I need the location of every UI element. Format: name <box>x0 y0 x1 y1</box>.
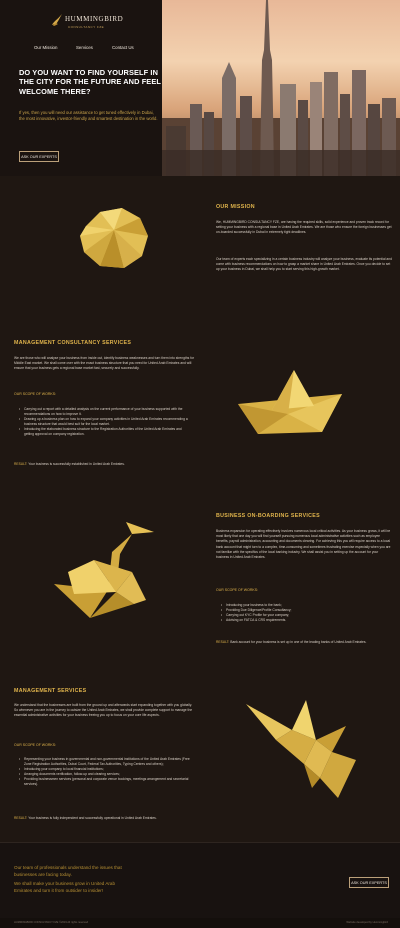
footer <box>0 918 400 928</box>
management-services-scope-list <box>18 757 190 788</box>
nav-item-our-mission[interactable]: Our Mission <box>34 45 58 50</box>
result-text: Your business is fully independent and successfully operational in United Arab Emirates. <box>28 816 157 820</box>
brand-name: HUMMINGBIRD <box>65 15 124 23</box>
brand-tagline: CONSULTANCY FZE <box>68 25 105 29</box>
mission-paragraph-1: We, HUMMINGBIRD CONSULTANCY FZE, are having the required skills, solid experience and proven track record for setting your business with a regional base in United Arab Emirates. We are those who ensure the foreign businesses get on-boarded successfully in Dubai in extremely tight deadlines. <box>216 220 392 235</box>
list-item: • Carrying out a report with a detailed analysis on the current performance of your business supported with the recommendations on how to improve it. <box>24 407 190 417</box>
onboarding-scope-label: OUR SCOPE OF WORKS: <box>216 588 259 592</box>
main-content <box>0 176 400 842</box>
list-item: • Providing businessmen services (personal and corporate venue bookings, meetings arrangement and secretarial services). <box>24 777 190 787</box>
management-services-result <box>14 816 157 820</box>
onboarding-title: BUSINESS ON-BOARDING SERVICES <box>216 513 320 519</box>
nav-item-contact-us[interactable]: Contact Us <box>112 45 134 50</box>
result-text: Your business is successfully established in United Arab Emirates. <box>28 462 125 466</box>
skyline-illustration <box>162 0 400 176</box>
footer-credit[interactable]: Website developed by Hummingbird <box>346 921 388 924</box>
ask-our-experts-button[interactable]: ASK OUR EXPERTS <box>349 877 389 888</box>
result-label: RESULT: <box>14 816 28 820</box>
onboarding-intro: Business expansion for operating effectively involves numerous local critical activities. As your business grows, it will be most likely that one day you will find yourself pursuing numerous local administrative activities such as employee benefits, payroll administration, accounting and documents clearing. For achieving this you will require access to a local bank account that might turn to a complex, time-consuming and sometimes frustrating exercise especially when you are not familiar with the specifics of the local banking industry. We shall assist you in setting up the account for your business in United Arab Emirates. <box>216 529 391 560</box>
ask-our-experts-button[interactable]: ASK OUR EXPERTS <box>19 151 59 162</box>
result-label: RESULT: <box>216 640 230 644</box>
mission-title: OUR MISSION <box>216 204 255 210</box>
management-services-title: MANAGEMENT SERVICES <box>14 688 87 694</box>
management-services-scope-label: OUR SCOPE OF WORKS: <box>14 743 57 747</box>
dubai-skyline-image <box>162 0 400 176</box>
hero-title: DO YOU WANT TO FIND YOURSELF IN THE CITY FOR THE FUTURE AND FEEL WELCOME THERE? <box>19 68 161 96</box>
paper-boat-image <box>238 370 342 442</box>
management-consultancy-result <box>14 462 125 466</box>
result-text: Bank account for your business is set up in one of the leading banks of United Arab Emirates. <box>230 640 367 644</box>
management-consultancy-scope-list <box>18 407 190 438</box>
nav-item-services[interactable]: Services <box>76 45 93 50</box>
cta-section <box>0 842 400 918</box>
management-consultancy-title: MANAGEMENT CONSULTANCY SERVICES <box>14 340 132 346</box>
management-services-intro: We understand that the businesses are built from the ground up and afterwards start expanding together with you globally. So whenever you are in the journey to outsize the United Arab Emirates, we shall provide complete support to manage the essential administrative activities for your business freeing you up to focus on your core life aspects. <box>14 703 193 718</box>
list-item: • Introducing your company to local financial institutions; <box>24 767 190 772</box>
list-item: • Introducing the elaborated business structure to the Registration Authorities of the United Arab Emirates and getting approval on company registration. <box>24 427 190 437</box>
origami-bird-image <box>246 700 358 800</box>
logo[interactable] <box>50 12 124 34</box>
list-item: • Advising on FATCA & CRS requirements. <box>226 618 388 623</box>
result-label: RESULT: <box>14 462 28 466</box>
list-item: • Drawing up a business plan on how to expand your company activities in United Arab Emirates recommending a business structure that would best suit for the local market. <box>24 417 190 427</box>
list-item: • Introducing your business to the bank; <box>226 603 388 608</box>
list-item: • Arranging documents verification, follow-up and clearing services; <box>24 772 190 777</box>
list-item: • Representing your business in governmental and non-governmental institutions of the United Arab Emirates (Free Zone Registration Authorities, Dubai Court, Federal Tax Authorities, Typing Centres and others); <box>24 757 190 767</box>
list-item: • Providing Due Diligence/Profile Consultancy; <box>226 608 388 613</box>
hero-section <box>0 0 400 176</box>
cta-line-2: We shall make your business grow in United Arab Emirates and turn it from outsider to insider! <box>14 881 116 893</box>
onboarding-result <box>216 640 392 645</box>
management-consultancy-intro: We are those who will analyse your business from inside out, identify business weaknesses and turn them into strengths for Middle East market. We shall come over with the exact business structure that you need for United Arab Emirates and will ensure that your business gets a regional base market fast, securely and successfully. <box>14 356 195 371</box>
crumpled-paper-image <box>78 206 150 270</box>
onboarding-scope-list <box>220 603 388 623</box>
list-item: • Carrying out KYC Profile for your company; <box>226 613 388 618</box>
hero-text-panel <box>0 0 162 176</box>
hero-text: If yes, then you will need our assistance to get tuned effectively in Dubai, the most innovative, investor-friendly and smartest destination in the world. <box>19 110 158 121</box>
mission-paragraph-2: Our team of experts each specializing in a certain business industry will analyze your business, evaluate its potential and come with business recommendations on how to grasp a market share in United Arab Emirates. Once you decide to set up your business in Dubai, we shall help you to start serving this high-growth market. <box>216 257 392 272</box>
management-consultancy-scope-label: OUR SCOPE OF WORKS: <box>14 392 57 396</box>
footer-copyright: HUMMINGBIRD CONSULTANCY FZE ©2019 All rights reserved <box>14 921 89 924</box>
origami-swan-image <box>54 522 158 620</box>
hummingbird-logo-icon <box>50 12 64 28</box>
cta-line-1: Our team of professionals understand the issues that businesses are facing today. <box>14 865 122 877</box>
